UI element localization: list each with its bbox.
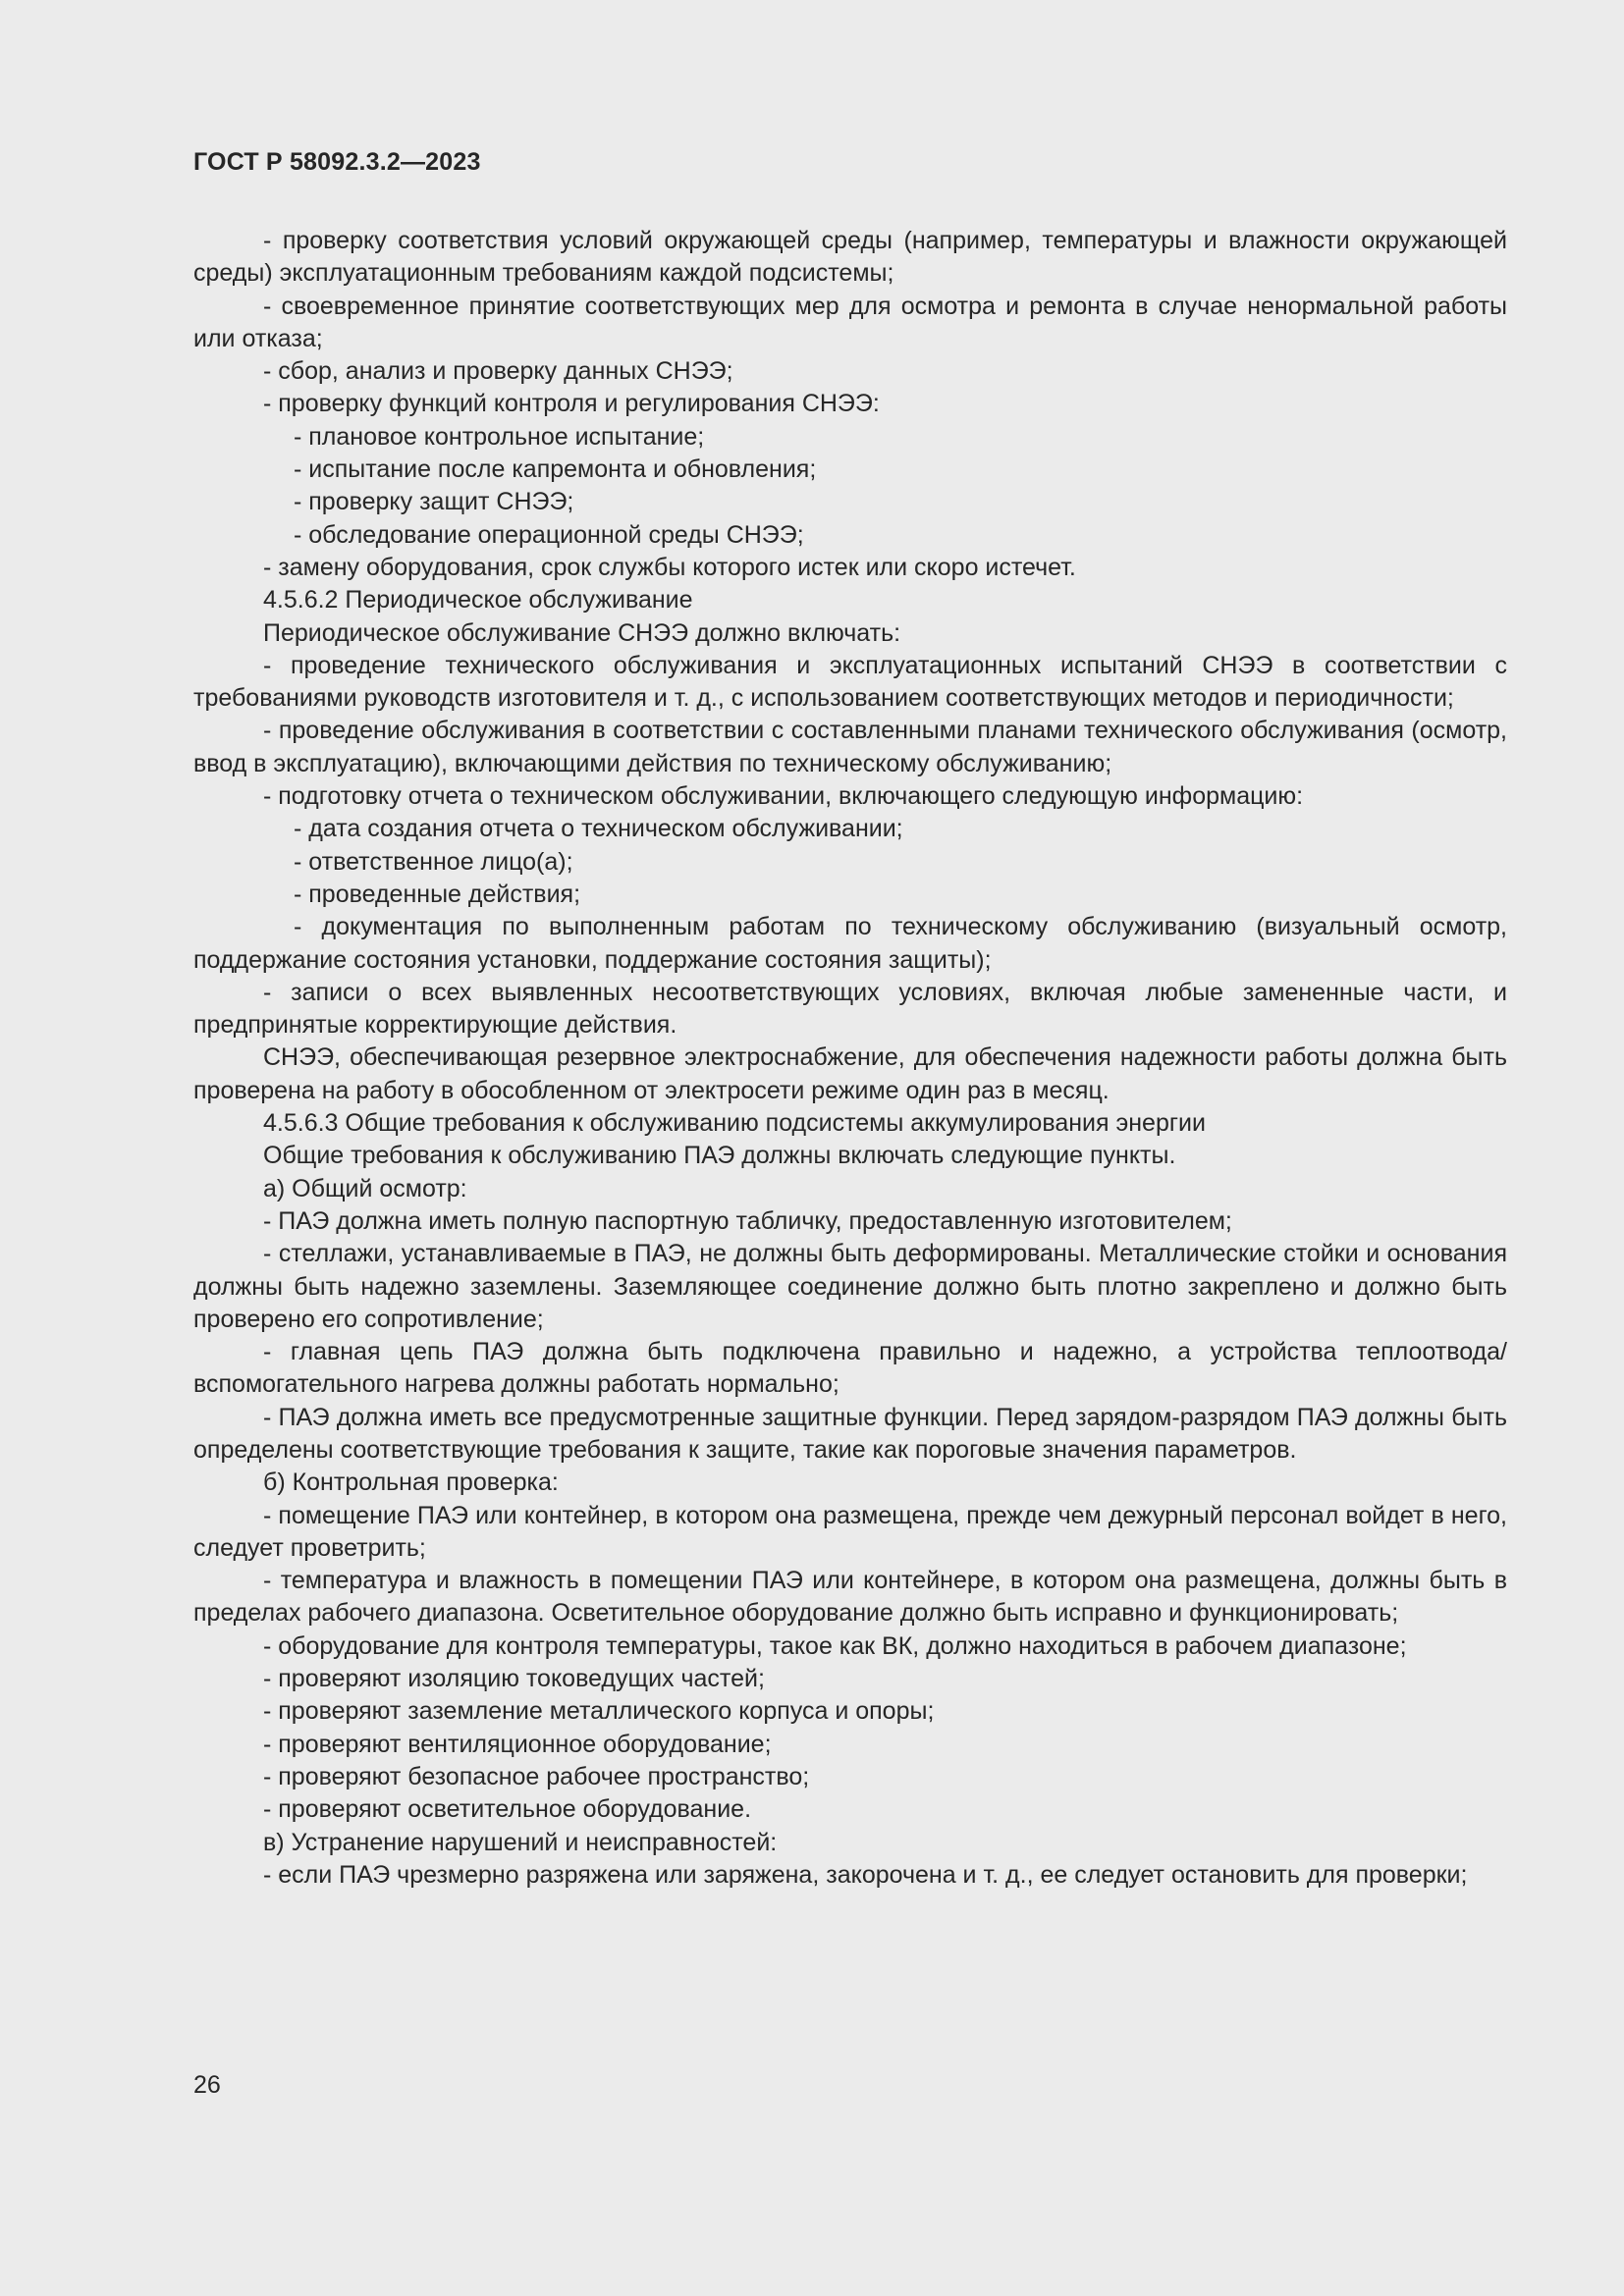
paragraph: - проверяют вентиляционное оборудование;: [263, 1730, 772, 1758]
sub-list-item: - проведенные действия;: [294, 880, 581, 908]
paragraph: - проверку соответствия условий окружающей среды (например, температуры и влажности окружающей среды) эксплуатационным требованиям каждой подсистемы;: [193, 227, 1507, 288]
section-heading: 4.5.6.2 Периодическое обслуживание: [263, 586, 693, 614]
sub-list-item: - ответственное лицо(а);: [294, 847, 573, 876]
paragraph: - помещение ПАЭ или контейнер, в котором она размещена, прежде чем дежурный персонал войдет в него, следует проветрить;: [193, 1501, 1507, 1562]
paragraph: - главная цепь ПАЭ должна быть подключена правильно и надежно, а устройства теплоотвода/вспомогательного нагрева должны работать нормально;: [193, 1338, 1507, 1399]
paragraph: - проверяют заземление металлического корпуса и опоры;: [263, 1697, 935, 1726]
sub-list-item: - обследование операционной среды СНЭЭ;: [294, 520, 804, 549]
enumerated-item: в) Устранение нарушений и неисправностей:: [263, 1828, 778, 1856]
paragraph: - подготовку отчета о техническом обслуживании, включающего следующую информацию:: [263, 782, 1304, 811]
paragraph: - проверяют осветительное оборудование.: [263, 1795, 752, 1824]
paragraph: - записи о всех выявленных несоответствующих условиях, включая любые замененные части, и предпринятые корректирующие действия.: [193, 978, 1507, 1040]
paragraph: - проверяют изоляцию токоведущих частей;: [263, 1665, 765, 1693]
paragraph: - проверяют безопасное рабочее пространство;: [263, 1762, 810, 1790]
paragraph: - если ПАЭ чрезмерно разряжена или заряжена, закорочена и т. д., ее следует остановить для проверки;: [263, 1860, 1468, 1889]
sub-list-item: - дата создания отчета о техническом обслуживании;: [294, 815, 903, 843]
enumerated-item: а) Общий осмотр:: [263, 1174, 467, 1202]
paragraph: Периодическое обслуживание СНЭЭ должно включать:: [263, 618, 901, 647]
section-heading: 4.5.6.3 Общие требования к обслуживанию подсистемы аккумулирования энергии: [263, 1109, 1206, 1138]
sub-list-item: - проверку защит СНЭЭ;: [294, 488, 574, 516]
paragraph: - проверку функций контроля и регулирования СНЭЭ:: [263, 390, 880, 418]
document-body: [193, 225, 1507, 1892]
paragraph: - ПАЭ должна иметь полную паспортную табличку, предоставленную изготовителем;: [263, 1206, 1232, 1235]
paragraph: СНЭЭ, обеспечивающая резервное электроснабжение, для обеспечения надежности работы должна быть проверена на работу в обособленном от электросети режиме один раз в месяц.: [193, 1043, 1507, 1104]
sub-list-item: - испытание после капремонта и обновления;: [294, 455, 817, 484]
paragraph: - температура и влажность в помещении ПАЭ или контейнере, в котором она размещена, должны быть в пределах рабочего диапазона. Осветительное оборудование должно быть исправно и функционировать;: [193, 1567, 1507, 1628]
paragraph: - своевременное принятие соответствующих мер для осмотра и ремонта в случае ненормальной работы или отказа;: [193, 292, 1507, 352]
enumerated-item: б) Контрольная проверка:: [263, 1468, 559, 1497]
paragraph: - сбор, анализ и проверку данных СНЭЭ;: [263, 357, 733, 386]
paragraph: - оборудование для контроля температуры, такое как ВК, должно находиться в рабочем диапазоне;: [263, 1631, 1407, 1660]
paragraph: Общие требования к обслуживанию ПАЭ должны включать следующие пункты.: [263, 1142, 1176, 1170]
paragraph: - ПАЭ должна иметь все предусмотренные защитные функции. Перед зарядом-разрядом ПАЭ должны быть определены соответствующие требования к защите, такие как пороговые значения параметров.: [193, 1403, 1507, 1464]
sub-list-item: - документация по выполненным работам по техническому обслуживанию (визуальный осмотр, поддержание состояния установки, поддержание состояния защиты);: [193, 913, 1507, 974]
paragraph: - проведение обслуживания в соответствии с составленными планами технического обслуживания (осмотр, ввод в эксплуатацию), включающими действия по техническому обслуживанию;: [193, 717, 1507, 777]
document-code-header: ГОСТ Р 58092.3.2—2023: [193, 148, 481, 176]
page-number: 26: [193, 2071, 221, 2099]
paragraph: - стеллажи, устанавливаемые в ПАЭ, не должны быть деформированы. Металлические стойки и основания должны быть надежно заземлены. Заземляющее соединение должно быть плотно закреплено и должно быть проверено его сопротивление;: [193, 1240, 1507, 1333]
paragraph: - замену оборудования, срок службы которого истек или скоро истечет.: [263, 553, 1076, 581]
sub-list-item: - плановое контрольное испытание;: [294, 422, 705, 451]
paragraph: - проведение технического обслуживания и эксплуатационных испытаний СНЭЭ в соответствии с требованиями руководств изготовителя и т. д., с использованием соответствующих методов и периодичности;: [193, 651, 1507, 713]
